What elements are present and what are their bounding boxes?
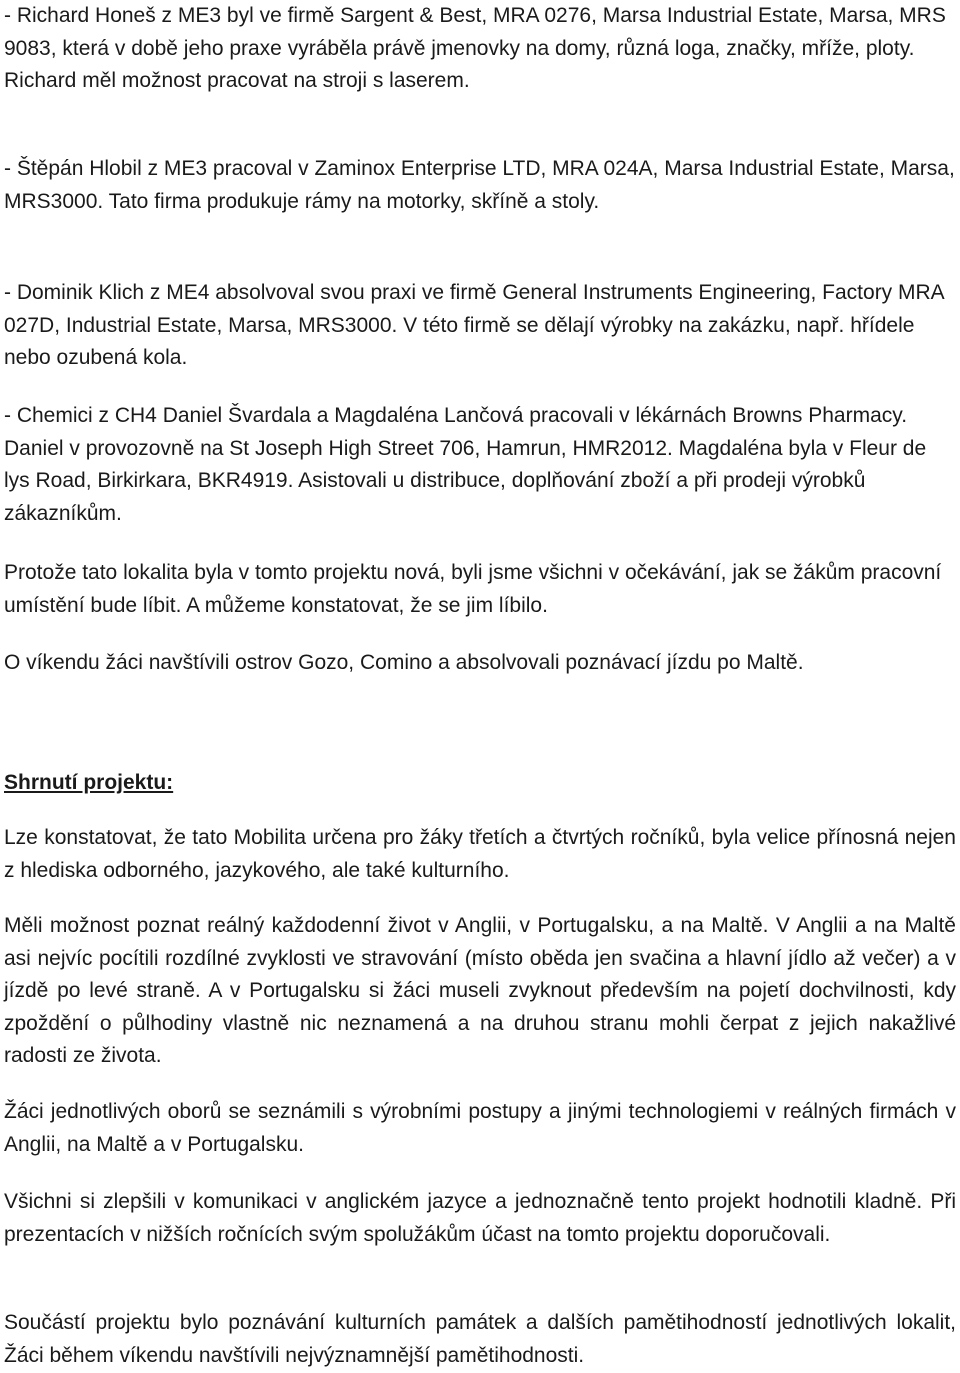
summary-paragraph-technologies: Žáci jednotlivých oborů se seznámili s výrobními postupy a jinými technologiemi v reálných firmách v Anglii, na Maltě a v Portugalsku. bbox=[4, 1100, 956, 1156]
paragraph-richard: - Richard Honeš z ME3 byl ve firmě Sargent & Best, MRA 0276, Marsa Industrial Estate, Marsa, MRS 9083, která v době jeho praxe vyráběla právě jmenovky na domy, různá loga, značky, mříže, ploty. Richard měl možnost pracovat na stroji s laserem. bbox=[4, 4, 946, 93]
paragraph-dominik: - Dominik Klich z ME4 absolvoval svou praxi ve firmě General Instruments Engineering, Factory MRA 027D, Industrial Estate, Marsa, MRS3000. V této firmě se dělají výrobky na zakázku, např. hřídele nebo ozubená kola. bbox=[4, 281, 944, 370]
summary-paragraph-culture: Součástí projektu bylo poznávání kulturních památek a dalších pamětihodností jednotlivých lokalit, Žáci během víkendu navštívili nejvýznamnější pamětihodnosti. bbox=[4, 1311, 956, 1367]
summary-paragraph-life: Měli možnost poznat reálný každodenní život v Anglii, v Portugalsku, a na Maltě. V Anglii a na Maltě asi nejvíc pocítili rozdílné zvyklosti ve stravování (místo oběda jen svačina a hlavní jídlo až večer) a v jízdě po levé straně. A v Portugalsku si žáci museli zvyknout především na pojetí dochvilnosti, kdy zpoždění o půlhodiny vlastně nic neznamená a na druhou stranu mohli čerpat z jejich nakažlivé radosti ze života. bbox=[4, 914, 956, 1068]
summary-heading: Shrnutí projektu: bbox=[4, 771, 174, 794]
paragraph-locality: Protože tato lokalita byla v tomto projektu nová, byli jsme všichni v očekávání, jak se žákům pracovní umístění bude líbit. A můžeme konstatovat, že se jim líbilo. bbox=[4, 561, 942, 617]
summary-paragraph-benefit: Lze konstatovat, že tato Mobilita určena pro žáky třetích a čtvrtých ročníků, byla velice přínosná nejen z hlediska odborného, jazykového, ale také kulturního. bbox=[4, 826, 956, 882]
summary-paragraph-communication: Všichni si zlepšili v komunikaci v anglickém jazyce a jednoznačně tento projekt hodnotili kladně. Při prezentacích v nižších ročnících svým spolužákům účast na tomto projektu doporučovali. bbox=[4, 1190, 956, 1246]
paragraph-weekend: O víkendu žáci navštívili ostrov Gozo, Comino a absolvovali poznávací jízdu po Maltě. bbox=[4, 651, 804, 674]
paragraph-chemists: - Chemici z CH4 Daniel Švardala a Magdaléna Lančová pracovali v lékárnách Browns Pharmacy. Daniel v provozovně na St Joseph High Street 706, Hamrun, HMR2012. Magdaléna byla v Fleur de lys Road, Birkirkara, BKR4919. Asistovali u distribuce, doplňování zboží a při prodeji výrobků zákazníkům. bbox=[4, 404, 927, 525]
paragraph-stepan: - Štěpán Hlobil z ME3 pracoval v Zaminox Enterprise LTD, MRA 024A, Marsa Industrial Estate, Marsa, MRS3000. Tato firma produkuje rámy na motorky, skříně a stoly. bbox=[4, 157, 955, 213]
